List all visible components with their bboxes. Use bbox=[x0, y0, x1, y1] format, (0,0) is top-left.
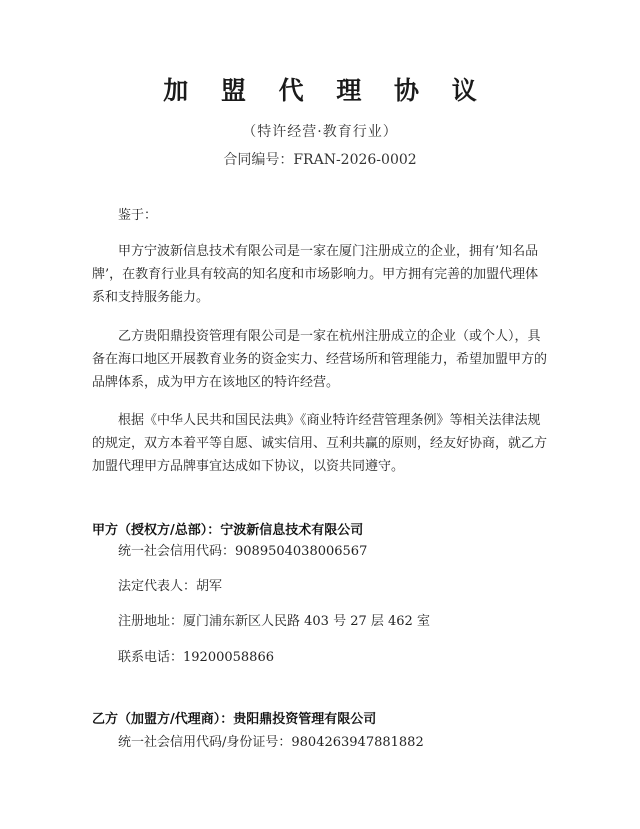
party-a-credit-code: 统一社会信用代码：9089504038006567 bbox=[118, 544, 368, 559]
document-title: 加 盟 代 理 协 议 bbox=[163, 76, 489, 105]
party-a-representative: 法定代表人：胡军 bbox=[118, 579, 223, 594]
contract-number: 合同编号：FRAN-2026-0002 bbox=[223, 152, 417, 168]
document-subtitle: （特许经营·教育行业） bbox=[242, 124, 398, 140]
party-a-title: 甲方（授权方/总部）：宁波新信息技术有限公司 bbox=[92, 523, 364, 538]
recitals-heading-text: 鉴于： bbox=[118, 208, 158, 223]
party-b-credit-code: 统一社会信用代码/身份证号：9804263947881882 bbox=[118, 735, 424, 750]
recitals-heading bbox=[92, 204, 550, 227]
party-a-phone: 联系电话：19200058866 bbox=[118, 650, 274, 665]
recital-paragraph-2: 乙方贵阳鼎投资管理有限公司是一家在杭州注册成立的企业（或个人），具备在海口地区开展教育业务的资金实力、经营场所和管理能力，希望加盟甲方的品牌体系，成为甲方在该地区的特许经营。 bbox=[92, 329, 548, 390]
party-a-address: 注册地址：厦门浦东新区人民路 403 号 27 层 462 室 bbox=[118, 614, 430, 629]
recital-paragraph-1: 甲方宁波新信息技术有限公司是一家在厦门注册成立的企业，拥有’知名品牌’，在教育行业具有较高的知名度和市场影响力。甲方拥有完善的加盟代理体系和支持服务能力。 bbox=[92, 244, 539, 305]
party-b-title: 乙方（加盟方/代理商）：贵阳鼎投资管理有限公司 bbox=[92, 712, 377, 727]
recital-paragraph-3: 根据《中华人民共和国民法典》《商业特许经营管理条例》等相关法律法规的规定，双方本着平等自愿、诚实信用、互利共赢的原则，经友好协商，就乙方加盟代理甲方品牌事宜达成如下协议，以资共同遵守。 bbox=[92, 413, 548, 474]
